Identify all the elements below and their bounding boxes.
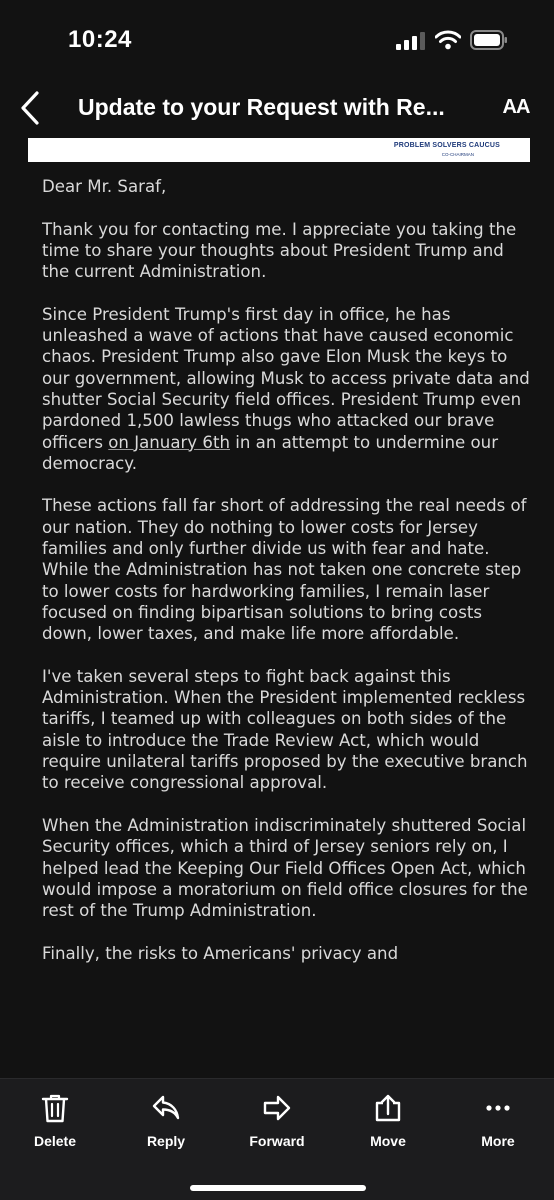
email-text: in an attempt to undermine our democracy. [42, 432, 499, 473]
reply-icon [151, 1093, 181, 1123]
more-label: More [481, 1133, 515, 1149]
delete-label: Delete [33, 1133, 77, 1149]
email-paragraph [42, 304, 532, 474]
status-time: 10:24 [68, 26, 132, 53]
email-paragraph: I've taken several steps to fight back against this Administration. When the President implemented reckless tariffs, I teamed up with colleagues on both sides of the aisle to introduce the Trade Review Act, which would require unilateral tariffs proposed by the executive branch to receive congressional approval. [42, 666, 528, 793]
trash-icon [40, 1093, 70, 1123]
forward-button[interactable] [232, 1093, 322, 1153]
back-button[interactable] [14, 86, 46, 130]
email-paragraph: These actions fall far short of addressing the real needs of our nation. They do nothing to lower costs for Jersey families and only further divide us with fear and hate. While the Administration has not taken one concrete step to lower costs for hardworking families, I remain laser focused on finding bipartisan solutions to bring costs down, lower taxes, and make life more affordable. [42, 496, 527, 644]
reply-label: Reply [146, 1133, 186, 1149]
email-body [42, 176, 532, 1071]
mail-header [0, 82, 554, 134]
bottom-toolbar [0, 1078, 554, 1200]
email-greeting: Dear Mr. Saraf, [42, 177, 167, 196]
battery-icon [470, 29, 508, 51]
cellular-signal-icon [396, 32, 426, 50]
more-dots-icon [483, 1093, 513, 1123]
home-indicator[interactable] [190, 1185, 366, 1191]
email-paragraph: When the Administration indiscriminately shuttered Social Security offices, which a third of Jersey seniors rely on, I helped lead the Keeping Our Field Offices Open Act, which would impose a moratorium on field office closures for the rest of the Trump Administration. [42, 815, 528, 921]
reply-button[interactable] [121, 1093, 211, 1153]
chevron-left-icon [19, 90, 41, 126]
email-paragraph: Finally, the risks to Americans' privacy and [42, 943, 399, 963]
email-paragraph: Thank you for contacting me. I appreciate you taking the time to share your thoughts about President Trump and the current Administration. [42, 219, 517, 282]
forward-label: Forward [249, 1133, 305, 1149]
date-link[interactable]: on January 6th [108, 432, 230, 452]
more-button[interactable] [453, 1093, 543, 1153]
letterhead-banner [28, 138, 530, 162]
email-text: Since President Trump's first day in office, he has unleashed a wave of actions that have caused economic chaos. President Trump also gave Elon Musk the keys to our government, allowing Musk to access private data and shutter Social Security field offices. President Trump even pardoned 1,500 lawless thugs who attacked our brave officers [42, 304, 530, 452]
forward-arrow-icon [262, 1093, 292, 1123]
wifi-icon [435, 30, 461, 50]
letterhead-subtitle: CO-CHAIRMAN [441, 152, 474, 157]
text-size-button[interactable]: AA [502, 95, 530, 118]
status-bar [0, 0, 554, 82]
page-title: Update to your Request with Re... [78, 94, 445, 120]
letterhead-title: PROBLEM SOLVERS CAUCUS [393, 142, 500, 149]
move-label: Move [370, 1133, 406, 1149]
move-button[interactable] [343, 1093, 433, 1153]
move-folder-icon [373, 1093, 403, 1123]
delete-button[interactable] [10, 1093, 100, 1153]
